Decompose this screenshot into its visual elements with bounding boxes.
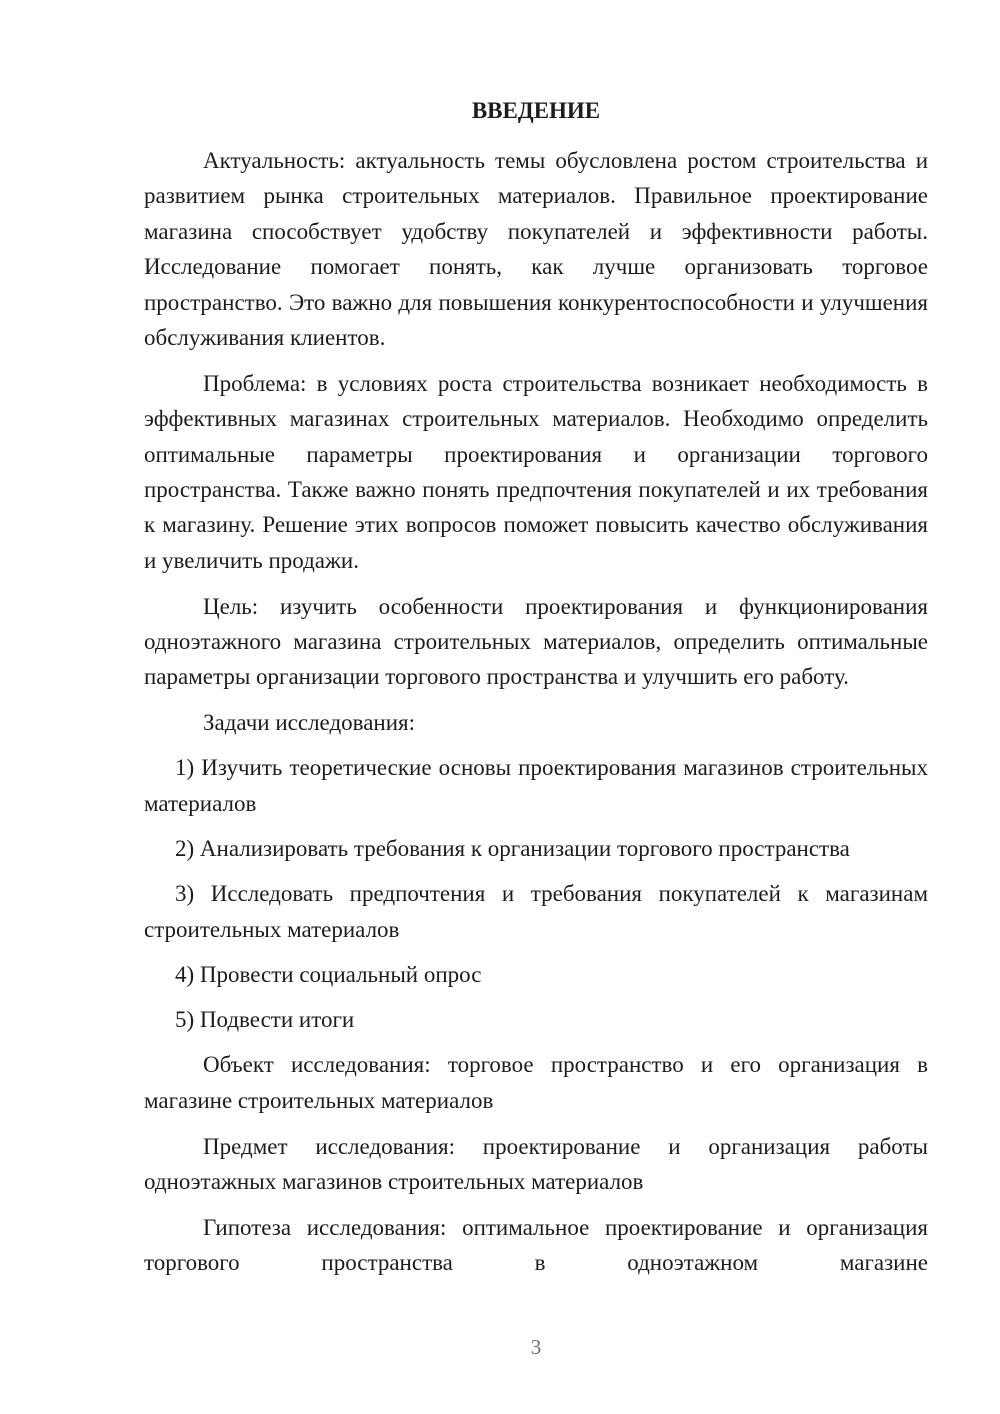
task-item: 3) Исследовать предпочтения и требования покупателей к магазинам строительных материалов — [144, 881, 928, 942]
document-body — [144, 143, 928, 1281]
hypothesis-paragraph: Гипотеза исследования: оптимальное проектирование и организация торгового пространства в одноэтажном магазине — [144, 1214, 928, 1276]
goal-paragraph: Цель: изучить особенности проектирования и функционирования одноэтажного магазина строительных материалов, определить оптимальные параметры организации торгового пространства и улучшить его работу. — [144, 593, 928, 690]
problem-paragraph: Проблема: в условиях роста строительства возникает необходимость в эффективных магазинах строительных материалов. Необходимо определить оптимальные параметры проектирования и организации торгового пространства. Также важно понять предпочтения покупателей и их требования к магазину. Решение этих вопросов поможет повысить качество обслуживания и увеличить продажи. — [144, 370, 928, 573]
task-item: 4) Провести социальный опрос — [175, 961, 482, 987]
subject-paragraph: Предмет исследования: проектирование и организация работы одноэтажных магазинов строительных материалов — [144, 1133, 928, 1194]
relevance-paragraph: Актуальность: актуальность темы обусловлена ростом строительства и развитием рынка строительных материалов. Правильное проектирование магазина способствует удобству покупателей и эффективности работы. Исследование помогает понять, как лучше организовать торговое пространство. Это важно для повышения конкурентоспособности и улучшения обслуживания клиентов. — [144, 148, 928, 351]
page-number: 3 — [530, 1335, 542, 1359]
task-item: 1) Изучить теоретические основы проектирования магазинов строительных материалов — [144, 755, 928, 816]
page-title: ВВЕДЕНИЕ — [471, 98, 601, 123]
task-item: 5) Подвести итоги — [175, 1007, 355, 1033]
object-paragraph: Объект исследования: торговое пространство и его организация в магазине строительных материалов — [144, 1052, 928, 1113]
task-item: 2) Анализировать требования к организации торгового пространства — [175, 836, 850, 862]
tasks-heading: Задачи исследования: — [203, 710, 416, 736]
